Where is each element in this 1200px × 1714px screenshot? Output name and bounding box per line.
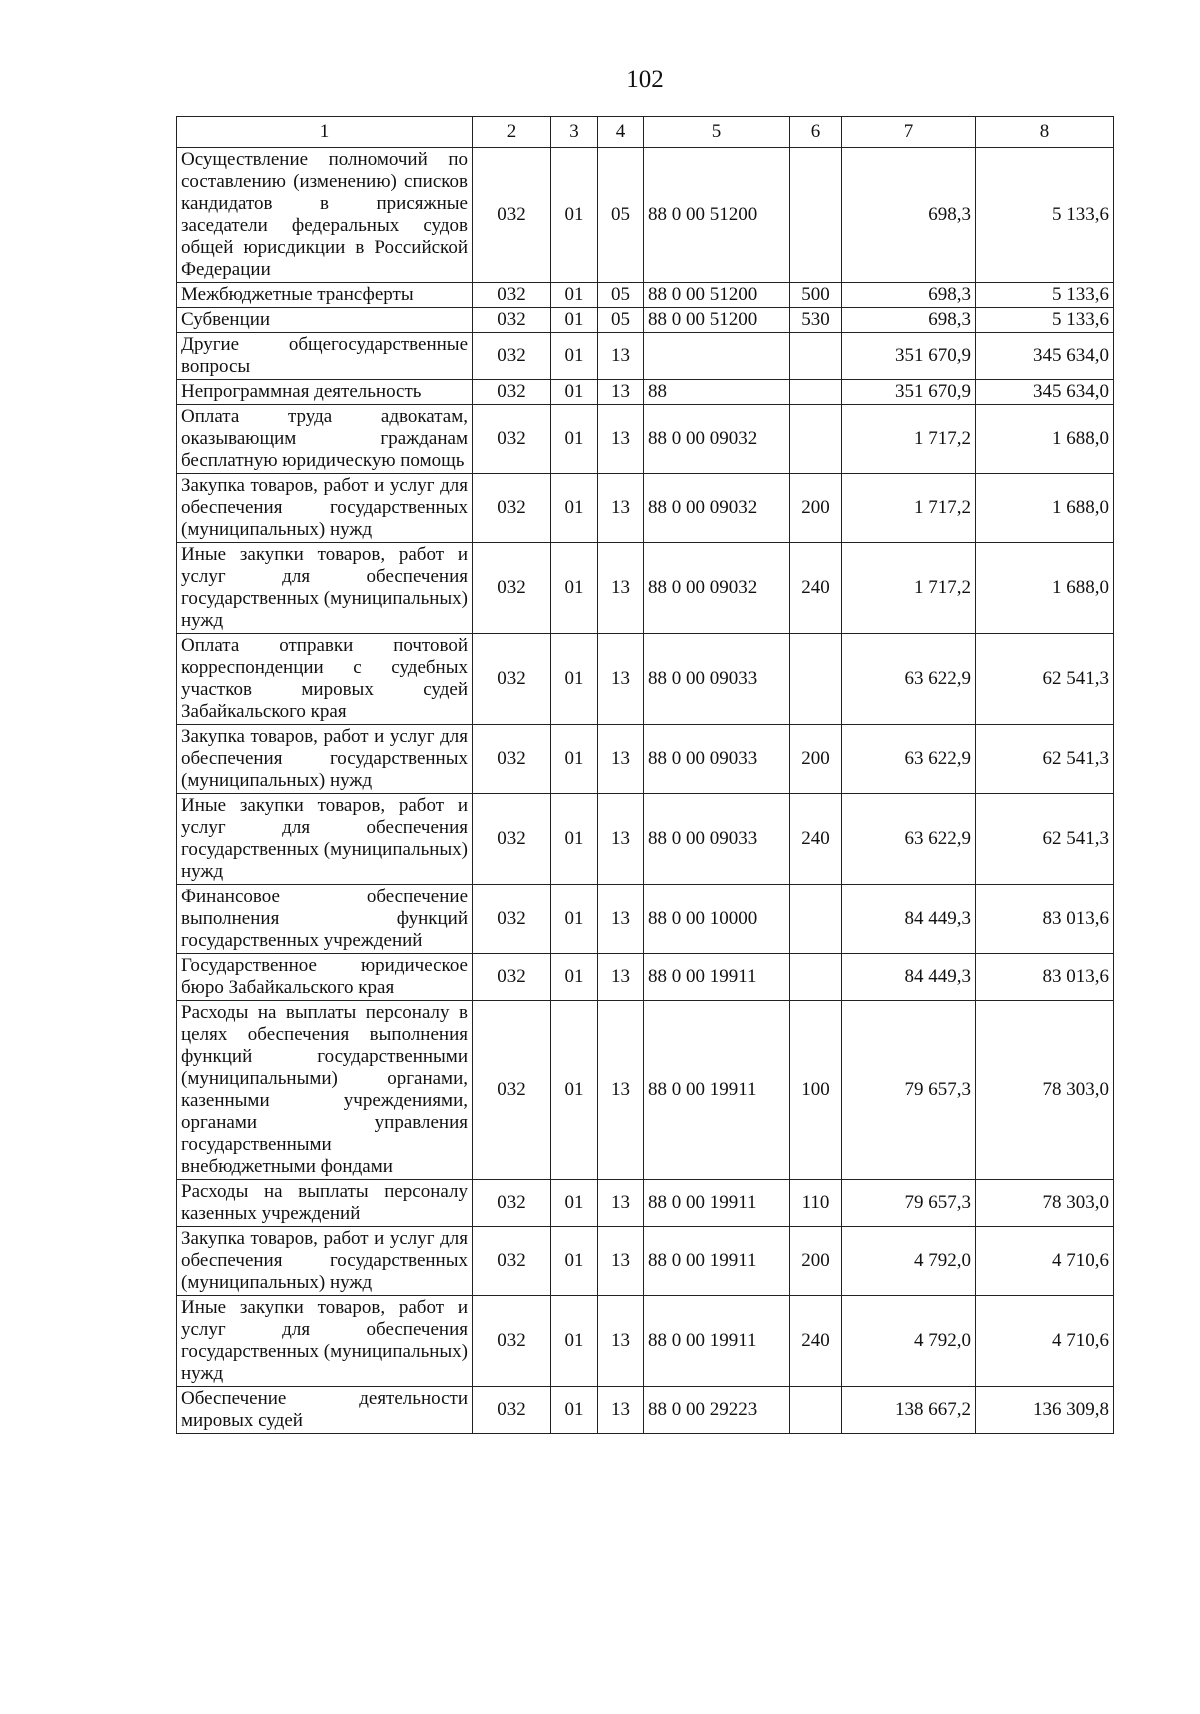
admin-code: 032 xyxy=(473,634,551,725)
admin-code: 032 xyxy=(473,1296,551,1387)
target-article-code: 88 0 00 09032 xyxy=(644,543,790,634)
subsection-code: 05 xyxy=(598,148,644,283)
subsection-code: 05 xyxy=(598,308,644,333)
target-article-code: 88 0 00 51200 xyxy=(644,283,790,308)
admin-code: 032 xyxy=(473,1001,551,1180)
amount-year-2: 62 541,3 xyxy=(976,725,1114,794)
amount-year-1: 84 449,3 xyxy=(842,885,976,954)
section-code: 01 xyxy=(551,1227,598,1296)
section-code: 01 xyxy=(551,405,598,474)
amount-year-2: 83 013,6 xyxy=(976,954,1114,1001)
subsection-code: 13 xyxy=(598,954,644,1001)
table-row xyxy=(177,474,1114,543)
section-code: 01 xyxy=(551,1296,598,1387)
table-row xyxy=(177,885,1114,954)
table-row xyxy=(177,725,1114,794)
expense-type-code: 200 xyxy=(790,1227,842,1296)
amount-year-1: 63 622,9 xyxy=(842,725,976,794)
subsection-code: 13 xyxy=(598,543,644,634)
table-row xyxy=(177,1387,1114,1434)
expense-type-code: 100 xyxy=(790,1001,842,1180)
admin-code: 032 xyxy=(473,474,551,543)
section-code: 01 xyxy=(551,283,598,308)
section-code: 01 xyxy=(551,634,598,725)
column-header: 3 xyxy=(551,117,598,148)
subsection-code: 13 xyxy=(598,1180,644,1227)
target-article-code: 88 0 00 09032 xyxy=(644,474,790,543)
column-header: 5 xyxy=(644,117,790,148)
column-header: 6 xyxy=(790,117,842,148)
row-name: Оплата труда адвокатам, оказывающим гражданам бесплатную юридическую помощь xyxy=(177,405,473,474)
amount-year-1: 63 622,9 xyxy=(842,794,976,885)
expense-type-code xyxy=(790,885,842,954)
amount-year-2: 345 634,0 xyxy=(976,333,1114,380)
table-row xyxy=(177,283,1114,308)
admin-code: 032 xyxy=(473,725,551,794)
table-row xyxy=(177,1180,1114,1227)
amount-year-1: 351 670,9 xyxy=(842,380,976,405)
subsection-code: 13 xyxy=(598,405,644,474)
amount-year-2: 1 688,0 xyxy=(976,405,1114,474)
section-code: 01 xyxy=(551,333,598,380)
row-name: Иные закупки товаров, работ и услуг для обеспечения государственных (муниципальных) нужд xyxy=(177,1296,473,1387)
admin-code: 032 xyxy=(473,283,551,308)
target-article-code: 88 0 00 19911 xyxy=(644,954,790,1001)
amount-year-1: 63 622,9 xyxy=(842,634,976,725)
expense-type-code: 240 xyxy=(790,543,842,634)
admin-code: 032 xyxy=(473,1180,551,1227)
section-code: 01 xyxy=(551,308,598,333)
expense-type-code xyxy=(790,380,842,405)
amount-year-2: 1 688,0 xyxy=(976,474,1114,543)
row-name: Иные закупки товаров, работ и услуг для обеспечения государственных (муниципальных) нужд xyxy=(177,794,473,885)
subsection-code: 13 xyxy=(598,1296,644,1387)
expense-type-code xyxy=(790,1387,842,1434)
subsection-code: 13 xyxy=(598,725,644,794)
table-row xyxy=(177,308,1114,333)
row-name: Другие общегосударственные вопросы xyxy=(177,333,473,380)
target-article-code xyxy=(644,333,790,380)
amount-year-1: 698,3 xyxy=(842,308,976,333)
subsection-code: 13 xyxy=(598,794,644,885)
admin-code: 032 xyxy=(473,794,551,885)
amount-year-2: 62 541,3 xyxy=(976,634,1114,725)
target-article-code: 88 0 00 29223 xyxy=(644,1387,790,1434)
expense-type-code: 200 xyxy=(790,474,842,543)
amount-year-2: 4 710,6 xyxy=(976,1227,1114,1296)
row-name: Обеспечение деятельности мировых судей xyxy=(177,1387,473,1434)
target-article-code: 88 0 00 51200 xyxy=(644,308,790,333)
expense-type-code: 110 xyxy=(790,1180,842,1227)
expense-type-code: 240 xyxy=(790,794,842,885)
subsection-code: 13 xyxy=(598,333,644,380)
amount-year-2: 4 710,6 xyxy=(976,1296,1114,1387)
amount-year-2: 78 303,0 xyxy=(976,1001,1114,1180)
table-row xyxy=(177,954,1114,1001)
row-name: Закупка товаров, работ и услуг для обеспечения государственных (муниципальных) нужд xyxy=(177,474,473,543)
row-name: Непрограммная деятельность xyxy=(177,380,473,405)
row-name: Закупка товаров, работ и услуг для обеспечения государственных (муниципальных) нужд xyxy=(177,1227,473,1296)
column-header: 1 xyxy=(177,117,473,148)
row-name: Иные закупки товаров, работ и услуг для обеспечения государственных (муниципальных) нужд xyxy=(177,543,473,634)
column-header: 4 xyxy=(598,117,644,148)
budget-table xyxy=(176,116,1114,1434)
subsection-code: 13 xyxy=(598,1387,644,1434)
target-article-code: 88 0 00 09032 xyxy=(644,405,790,474)
subsection-code: 05 xyxy=(598,283,644,308)
section-code: 01 xyxy=(551,954,598,1001)
amount-year-1: 698,3 xyxy=(842,148,976,283)
admin-code: 032 xyxy=(473,148,551,283)
expense-type-code xyxy=(790,634,842,725)
amount-year-1: 351 670,9 xyxy=(842,333,976,380)
amount-year-2: 345 634,0 xyxy=(976,380,1114,405)
subsection-code: 13 xyxy=(598,1227,644,1296)
admin-code: 032 xyxy=(473,380,551,405)
section-code: 01 xyxy=(551,794,598,885)
amount-year-2: 5 133,6 xyxy=(976,308,1114,333)
amount-year-2: 5 133,6 xyxy=(976,283,1114,308)
amount-year-1: 4 792,0 xyxy=(842,1296,976,1387)
admin-code: 032 xyxy=(473,543,551,634)
table-row xyxy=(177,1227,1114,1296)
target-article-code: 88 0 00 51200 xyxy=(644,148,790,283)
amount-year-2: 1 688,0 xyxy=(976,543,1114,634)
admin-code: 032 xyxy=(473,885,551,954)
target-article-code: 88 0 00 09033 xyxy=(644,634,790,725)
row-name: Государственное юридическое бюро Забайкальского края xyxy=(177,954,473,1001)
section-code: 01 xyxy=(551,1387,598,1434)
table-row xyxy=(177,1001,1114,1180)
amount-year-2: 78 303,0 xyxy=(976,1180,1114,1227)
amount-year-1: 698,3 xyxy=(842,283,976,308)
amount-year-2: 83 013,6 xyxy=(976,885,1114,954)
expense-type-code xyxy=(790,333,842,380)
admin-code: 032 xyxy=(473,333,551,380)
target-article-code: 88 0 00 19911 xyxy=(644,1227,790,1296)
header-row xyxy=(177,117,1114,148)
amount-year-1: 138 667,2 xyxy=(842,1387,976,1434)
section-code: 01 xyxy=(551,380,598,405)
table-row xyxy=(177,634,1114,725)
subsection-code: 13 xyxy=(598,474,644,543)
row-name: Оплата отправки почтовой корреспонденции с судебных участков мировых судей Забайкальского края xyxy=(177,634,473,725)
expense-type-code: 500 xyxy=(790,283,842,308)
amount-year-1: 79 657,3 xyxy=(842,1001,976,1180)
target-article-code: 88 0 00 19911 xyxy=(644,1296,790,1387)
row-name: Расходы на выплаты персоналу в целях обеспечения выполнения функций государственными (муниципальными) органами, казенными учреждениями, органами управления государственными внебюджетными фондами xyxy=(177,1001,473,1180)
amount-year-1: 79 657,3 xyxy=(842,1180,976,1227)
target-article-code: 88 0 00 19911 xyxy=(644,1180,790,1227)
row-name: Субвенции xyxy=(177,308,473,333)
section-code: 01 xyxy=(551,474,598,543)
subsection-code: 13 xyxy=(598,1001,644,1180)
section-code: 01 xyxy=(551,1001,598,1180)
table-row xyxy=(177,380,1114,405)
table-row xyxy=(177,543,1114,634)
amount-year-1: 1 717,2 xyxy=(842,474,976,543)
subsection-code: 13 xyxy=(598,885,644,954)
row-name: Расходы на выплаты персоналу казенных учреждений xyxy=(177,1180,473,1227)
column-header: 2 xyxy=(473,117,551,148)
expense-type-code xyxy=(790,954,842,1001)
table-row xyxy=(177,148,1114,283)
amount-year-1: 1 717,2 xyxy=(842,405,976,474)
amount-year-2: 62 541,3 xyxy=(976,794,1114,885)
table-row xyxy=(177,333,1114,380)
target-article-code: 88 xyxy=(644,380,790,405)
admin-code: 032 xyxy=(473,954,551,1001)
expense-type-code: 240 xyxy=(790,1296,842,1387)
column-header: 8 xyxy=(976,117,1114,148)
section-code: 01 xyxy=(551,543,598,634)
section-code: 01 xyxy=(551,1180,598,1227)
expense-type-code: 200 xyxy=(790,725,842,794)
target-article-code: 88 0 00 19911 xyxy=(644,1001,790,1180)
target-article-code: 88 0 00 09033 xyxy=(644,794,790,885)
amount-year-2: 5 133,6 xyxy=(976,148,1114,283)
expense-type-code xyxy=(790,148,842,283)
row-name: Межбюджетные трансферты xyxy=(177,283,473,308)
admin-code: 032 xyxy=(473,1387,551,1434)
row-name: Осуществление полномочий по составлению (изменению) списков кандидатов в присяжные заседатели федеральных судов общей юрисдикции в Российской Федерации xyxy=(177,148,473,283)
table-row xyxy=(177,405,1114,474)
target-article-code: 88 0 00 09033 xyxy=(644,725,790,794)
subsection-code: 13 xyxy=(598,380,644,405)
page-number: 102 xyxy=(626,66,664,93)
column-header: 7 xyxy=(842,117,976,148)
amount-year-1: 4 792,0 xyxy=(842,1227,976,1296)
amount-year-2: 136 309,8 xyxy=(976,1387,1114,1434)
subsection-code: 13 xyxy=(598,634,644,725)
admin-code: 032 xyxy=(473,308,551,333)
row-name: Финансовое обеспечение выполнения функций государственных учреждений xyxy=(177,885,473,954)
section-code: 01 xyxy=(551,148,598,283)
amount-year-1: 84 449,3 xyxy=(842,954,976,1001)
expense-type-code xyxy=(790,405,842,474)
target-article-code: 88 0 00 10000 xyxy=(644,885,790,954)
expense-type-code: 530 xyxy=(790,308,842,333)
amount-year-1: 1 717,2 xyxy=(842,543,976,634)
section-code: 01 xyxy=(551,885,598,954)
admin-code: 032 xyxy=(473,405,551,474)
section-code: 01 xyxy=(551,725,598,794)
table-row xyxy=(177,794,1114,885)
admin-code: 032 xyxy=(473,1227,551,1296)
table-row xyxy=(177,1296,1114,1387)
row-name: Закупка товаров, работ и услуг для обеспечения государственных (муниципальных) нужд xyxy=(177,725,473,794)
